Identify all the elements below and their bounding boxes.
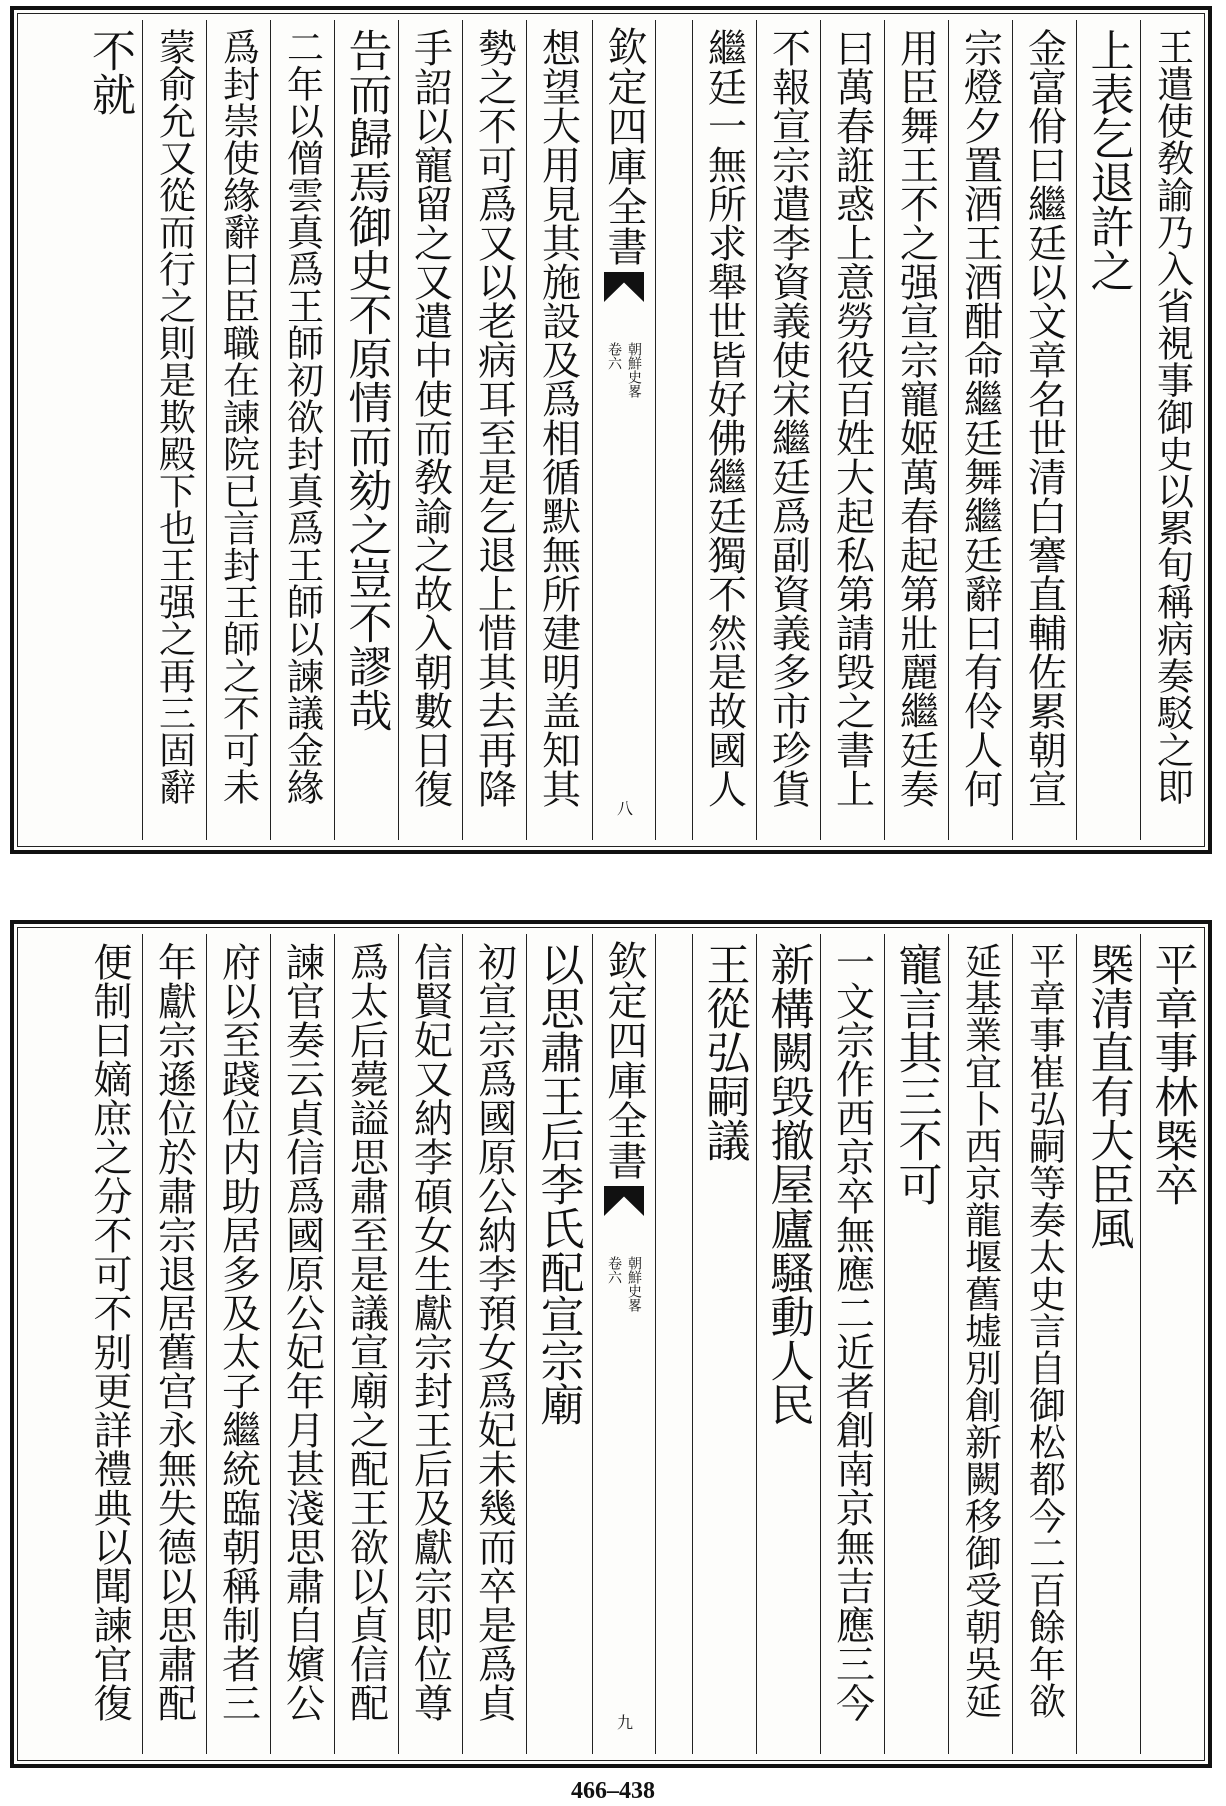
text-column [142,20,204,840]
column-text: 不報宣宗遣李資義使宋繼廷爲副資義多市珍貨 [765,28,811,808]
column-text: 宗燈夕置酒王酒酣命繼廷舞繼廷辭曰有伶人何 [957,28,1003,808]
text-column [398,20,460,840]
text-column [462,20,524,840]
text-column [1076,20,1138,840]
column-text: 便制曰嫡庶之分不可不别更詳禮典以聞諫官復 [87,942,132,1722]
column-text: 王遣使敎諭乃入省視事御史以累旬稱病奏駁之即 [1150,28,1194,805]
column-text: 金富佾曰繼廷以文章名世清白謇直輔佐累朝宣 [1021,28,1067,808]
folio-number: 九 [614,1714,634,1730]
column-text: 曰萬春誑惑上意勞役百姓大起私第請毁之書上 [829,28,875,808]
column-text: 勢之不可爲又以老病耳至是乞退上惜其去再降 [471,28,517,808]
text-column [206,934,268,1754]
text-column [270,934,332,1754]
column-text: 蒙俞允又從而行之則是欺殿下也王强之再三固辭 [152,28,196,805]
text-column [78,934,140,1754]
text-column [526,20,588,840]
column-text: 用臣舞王不之强宣宗寵姬萬春起第壯麗繼廷奏 [893,28,939,808]
book-collection-title: 欽定四庫全書 [601,26,647,266]
center-meta [606,1256,642,1312]
text-column [948,20,1010,840]
column-text: 新構闕毁撤屋廬騷動人民 [762,942,814,1426]
volume-label: 卷六 [606,1256,622,1284]
column-text: 府以至踐位内助居多及太子繼統臨朝稱制者三 [215,942,261,1722]
column-text: 槩清直有大臣風 [1082,942,1134,1250]
column-text: 爲太后薨謚思肅至是議宣廟之配王欲以貞信配 [343,942,389,1722]
scan-page-number: 466–438 [571,1778,655,1804]
column-text: 年獻宗遜位於肅宗退居舊宫永無失德以思肅配 [151,942,197,1722]
column-text: 二年以僧雲真爲王師初欲封真爲王師以諫議金緣 [280,28,324,805]
volume-label: 卷六 [606,342,622,370]
text-column [78,20,140,840]
text-column [884,934,946,1754]
center-meta [606,342,642,398]
text-column [692,20,754,840]
column-text: 初宣宗爲國原公納李預女爲妃未幾而卒是爲貞 [471,942,517,1722]
book-title: 朝鮮史畧 [626,1256,642,1312]
text-column [820,20,882,840]
column-text: 想望大用見其施設及爲相循默無所建明盖知其 [535,28,581,808]
text-column [334,20,396,840]
column-text: 寵言其三不可 [890,942,942,1206]
upper-half-page [10,6,1212,854]
text-column [398,934,460,1754]
text-column [1012,934,1074,1754]
text-column [820,934,882,1754]
column-text: 不就 [84,28,135,116]
text-column [270,20,332,840]
column-text: 繼廷一無所求舉世皆好佛繼廷獨不然是故國人 [701,28,747,808]
column-text: 爲封崇使緣辭曰臣職在諫院已言封王師之不可未 [216,28,260,805]
text-column [756,20,818,840]
column-text: 諫官奏云貞信爲國原公妃年月甚淺思肅自嬪公 [279,942,325,1722]
center-fold-column [592,20,656,840]
text-column [206,20,268,840]
text-column [692,934,754,1754]
text-column [948,934,1010,1754]
text-column [142,934,204,1754]
text-column [1140,934,1202,1754]
text-column [462,934,524,1754]
column-text: 王從弘嗣議 [698,942,750,1162]
text-column [1012,20,1074,840]
text-column [756,934,818,1754]
lower-half-page [10,920,1212,1768]
text-column [334,934,396,1754]
book-collection-title: 欽定四庫全書 [601,940,647,1180]
column-text: 信賢妃又納李碩女生獻宗封王后及獻宗即位尊 [407,942,453,1722]
text-column [526,934,588,1754]
book-title: 朝鮮史畧 [626,342,642,398]
center-fold-column [592,934,656,1754]
column-text: 一文宗作西京卒無應二近者創南京無吉應三今 [829,942,875,1722]
text-column [1140,20,1202,840]
text-column [884,20,946,840]
column-text: 告而歸焉御史不原情而劾之豈不謬哉 [340,28,392,732]
fishtail-mark-icon [604,1186,644,1216]
column-text: 以思肅王后李氏配宣宗廟 [532,942,584,1426]
fishtail-mark-icon [604,272,644,302]
column-text: 延基業宜卜西京龍堰舊墟別創新闕移御受朝吳延 [958,942,1002,1719]
folio-number: 八 [614,800,634,816]
text-column [1076,934,1138,1754]
column-text: 平章事崔弘嗣等奏太史言自御松都今二百餘年欲 [1022,942,1066,1719]
column-text: 手詔以寵留之又遣中使而敎諭之故入朝數日復 [407,28,453,808]
column-text: 上表乞退許之 [1082,28,1134,292]
column-text: 平章事林槩卒 [1146,942,1198,1206]
